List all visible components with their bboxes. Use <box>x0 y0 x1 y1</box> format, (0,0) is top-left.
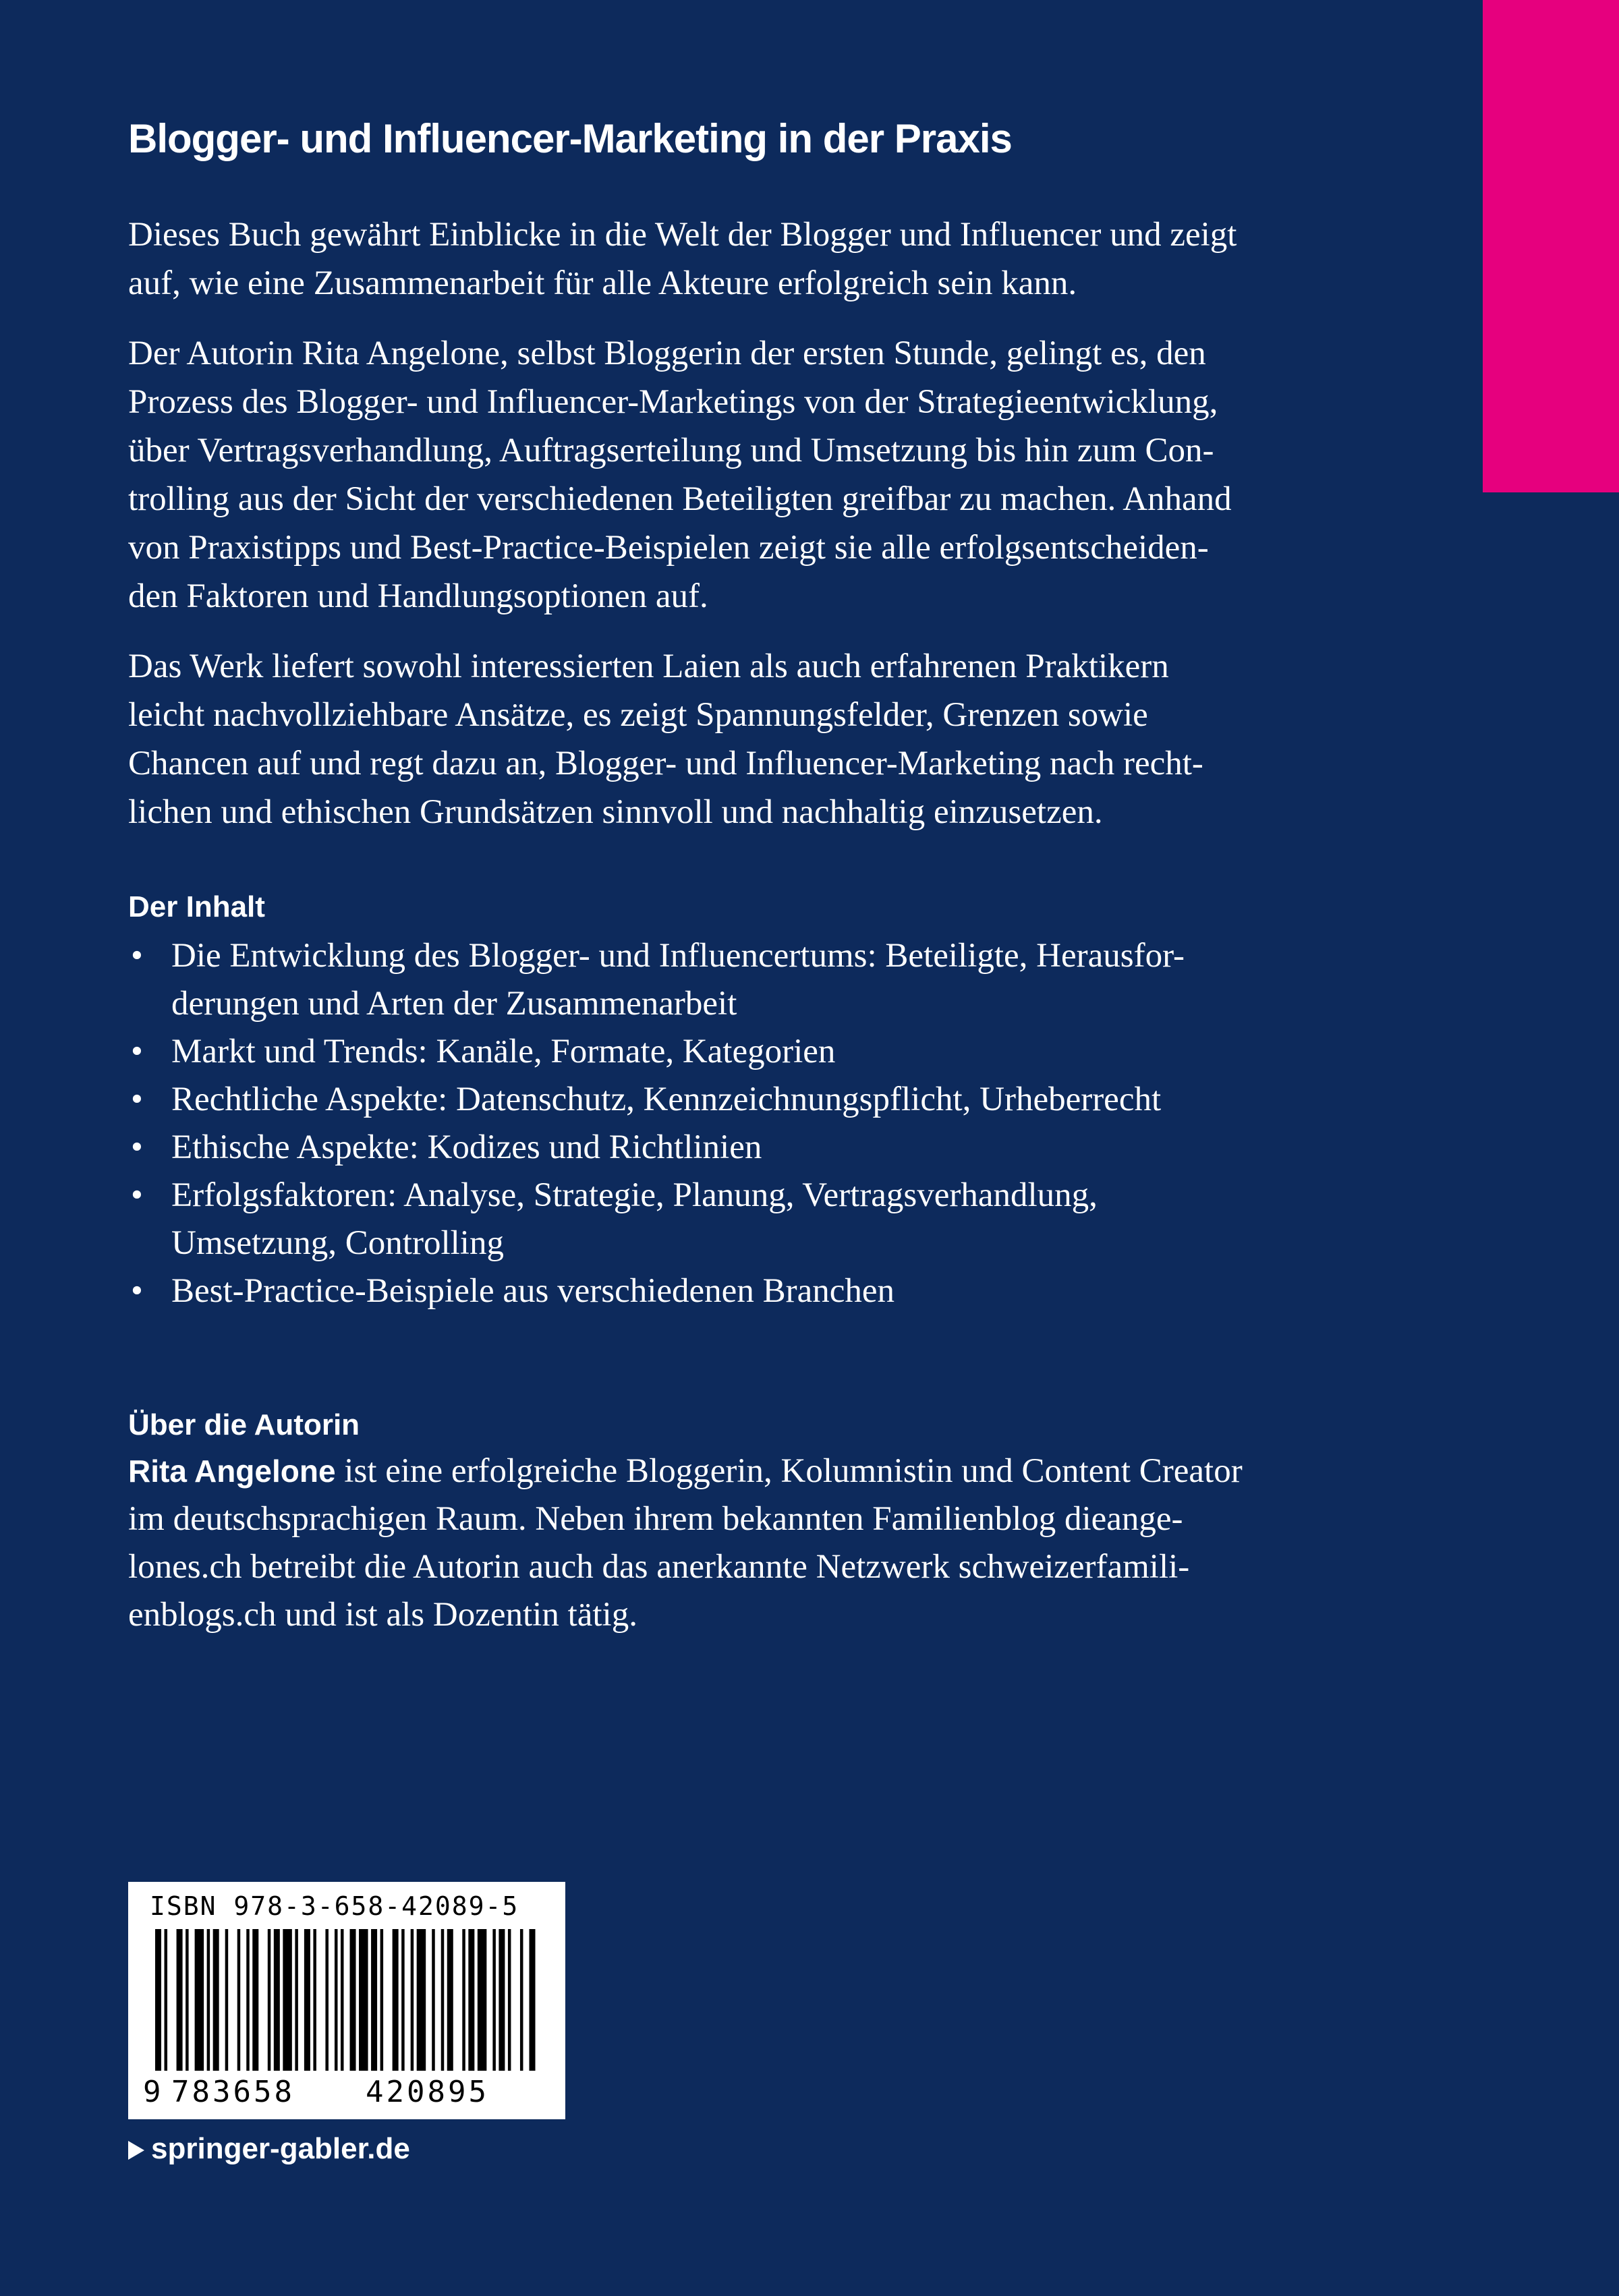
barcode-bar <box>359 1929 368 2071</box>
bullet-icon: • <box>131 1128 143 1166</box>
intro-line: den Faktoren und Handlungsoptionen auf. <box>128 577 708 615</box>
barcode-bar <box>195 1929 204 2071</box>
contents-heading: Der Inhalt <box>128 890 265 923</box>
barcode-bar <box>447 1929 453 2071</box>
author-bio-first-line: ist eine erfolgreiche Bloggerin, Kolumnistin und Content Creator <box>335 1452 1243 1490</box>
barcode-bar <box>155 1929 161 2071</box>
accent-bar <box>1483 0 1619 492</box>
intro-text <box>128 210 1356 836</box>
barcode-bar <box>237 1929 241 2071</box>
intro-line: trolling aus der Sicht der verschiedenen Beteiligten greifbar zu machen. Anhand <box>128 480 1232 518</box>
barcode-bar <box>213 1929 219 2071</box>
barcode-bar <box>411 1929 414 2071</box>
barcode-bar <box>371 1929 377 2071</box>
intro-line: Der Autorin Rita Angelone, selbst Bloggerin der ersten Stunde, gelingt es, den <box>128 335 1206 372</box>
contents-item-line: Die Entwicklung des Blogger- und Influencertums: Beteiligte, Herausfor- <box>171 937 1185 975</box>
barcode-bar <box>283 1929 292 2071</box>
barcode-bar <box>186 1929 189 2071</box>
bullet-icon: • <box>131 1033 143 1070</box>
contents-item <box>128 1124 1356 1172</box>
barcode-bar <box>441 1929 445 2071</box>
book-title: Blogger- und Influencer-Marketing in der Praxis <box>128 116 1012 161</box>
contents-item <box>128 1028 1356 1076</box>
author-bio-line: enblogs.ch und ist als Dozentin tätig. <box>128 1596 637 1634</box>
arrow-right-icon <box>128 2141 144 2160</box>
barcode-bar <box>335 1929 338 2071</box>
barcode-bar <box>393 1929 399 2071</box>
back-cover-content <box>128 115 1356 1639</box>
barcode-bar <box>341 1929 344 2071</box>
author-bio-line: lones.ch betreibt die Autorin auch das anerkannte Netzwerk schweizerfamili- <box>128 1548 1190 1586</box>
barcode-bar <box>252 1929 258 2071</box>
contents-item-line: Umsetzung, Controlling <box>171 1224 504 1262</box>
barcode-bar <box>468 1929 474 2071</box>
author-name: Rita Angelone <box>128 1454 336 1489</box>
author-bio <box>128 1447 1356 1639</box>
barcode-bar <box>165 1929 168 2071</box>
barcode-bar <box>417 1929 426 2071</box>
website-label: springer-gabler.de <box>151 2132 410 2165</box>
intro-line: von Praxistipps und Best-Practice-Beispielen zeigt sie alle erfolgsentscheiden- <box>128 529 1209 567</box>
barcode-bar <box>225 1929 229 2071</box>
contents-item <box>128 1076 1356 1124</box>
barcode-bar <box>268 1929 271 2071</box>
author-bio-line: im deutschsprachigen Raum. Neben ihrem bekannten Familienblog dieange- <box>128 1500 1183 1538</box>
bullet-icon: • <box>131 937 143 975</box>
intro-paragraph <box>128 642 1356 836</box>
bullet-icon: • <box>131 1081 143 1118</box>
barcode-bar <box>508 1929 511 2071</box>
barcode-bar <box>177 1929 183 2071</box>
contents-item-line: Rechtliche Aspekte: Datenschutz, Kennzeichnungspflicht, Urheberrecht <box>171 1081 1162 1118</box>
contents-item-line: Erfolgsfaktoren: Analyse, Strategie, Planung, Vertragsverhandlung, <box>171 1176 1098 1214</box>
barcode-bar <box>478 1929 487 2071</box>
intro-line: auf, wie eine Zusammenarbeit für alle Akteure erfolgreich sein kann. <box>128 264 1077 302</box>
intro-line: über Vertragsverhandlung, Auftragserteilung und Umsetzung bis hin zum Con- <box>128 432 1214 469</box>
barcode-bar <box>529 1929 535 2071</box>
barcode-right-digits: 420895 <box>363 2073 492 2111</box>
author-bio-line <box>128 1447 1356 1495</box>
barcode-bar <box>274 1929 280 2071</box>
contents-item-line: Best-Practice-Beispiele aus verschiedenen Branchen <box>171 1272 894 1310</box>
barcode-bar <box>380 1929 384 2071</box>
barcode-bar <box>313 1929 316 2071</box>
barcode-bar <box>246 1929 250 2071</box>
intro-line: Das Werk liefert sowohl interessierten Laien als auch erfahrenen Praktikern <box>128 648 1169 685</box>
intro-line: lichen und ethischen Grundsätzen sinnvoll und nachhaltig einzusetzen. <box>128 793 1103 831</box>
bullet-icon: • <box>131 1176 143 1214</box>
contents-item-line: Ethische Aspekte: Kodizes und Richtlinien <box>171 1128 762 1166</box>
intro-line: Chancen auf und regt dazu an, Blogger- und Influencer-Marketing nach recht- <box>128 745 1203 782</box>
barcode-bar <box>492 1929 496 2071</box>
intro-line: leicht nachvollziehbare Ansätze, es zeigt Spannungsfelder, Grenzen sowie <box>128 696 1148 734</box>
barcode-bar <box>520 1929 523 2071</box>
contents-item <box>128 1267 1356 1315</box>
barcode-first-digit: 9 <box>143 2075 161 2109</box>
intro-paragraph <box>128 329 1356 621</box>
barcode-image <box>155 1929 538 2071</box>
contents-list <box>128 932 1356 1315</box>
barcode-bar <box>304 1929 310 2071</box>
barcode-bar <box>207 1929 210 2071</box>
barcode-left-digits: 783658 <box>169 2073 297 2111</box>
author-heading: Über die Autorin <box>128 1408 360 1441</box>
intro-line: Dieses Buch gewährt Einblicke in die Welt der Blogger und Influencer und zeigt <box>128 216 1237 254</box>
barcode-bar <box>462 1929 465 2071</box>
publisher-website[interactable] <box>128 2129 410 2169</box>
intro-paragraph <box>128 210 1356 308</box>
contents-item-line: derungen und Arten der Zusammenarbeit <box>171 985 737 1023</box>
contents-item-line: Markt und Trends: Kanäle, Formate, Kategorien <box>171 1033 836 1070</box>
barcode-bar <box>401 1929 405 2071</box>
barcode-bar <box>295 1929 298 2071</box>
barcode-bar <box>432 1929 435 2071</box>
barcode-bar <box>499 1929 505 2071</box>
isbn-label: ISBN 978-3-658-42089-5 <box>150 1891 519 1921</box>
barcode-bar <box>350 1929 356 2071</box>
contents-item <box>128 932 1356 1028</box>
barcode-bar <box>325 1929 329 2071</box>
intro-line: Prozess des Blogger- und Influencer-Marketings von der Strategieentwicklung, <box>128 383 1218 421</box>
contents-item <box>128 1172 1356 1267</box>
bullet-icon: • <box>131 1272 143 1310</box>
isbn-barcode-box <box>128 1882 565 2119</box>
barcode-digits <box>139 2071 555 2115</box>
